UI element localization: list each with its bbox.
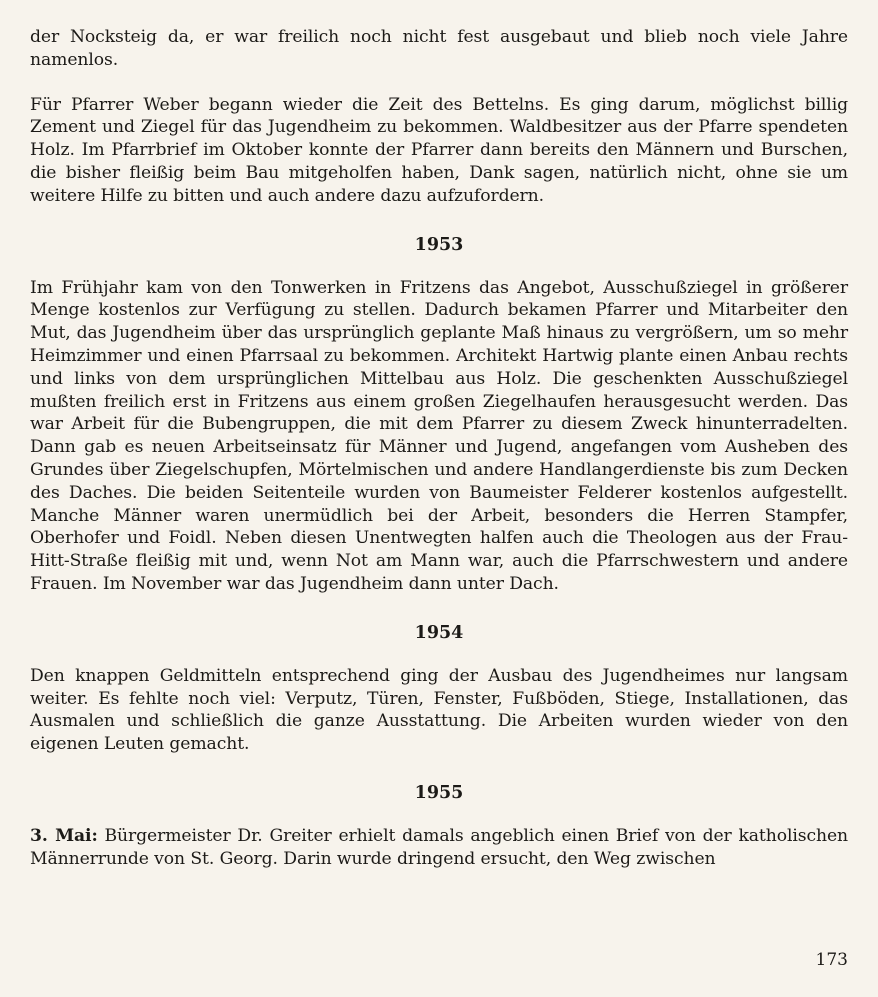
- document-page: [30, 26, 848, 871]
- date-label: 3. Mai:: [30, 825, 98, 846]
- paragraph-fruehjahr: Im Frühjahr kam von den Tonwerken in Fritzens das Angebot, Ausschußziegel in größerer Menge kostenlos zur Verfügung zu stellen. Dadurch bekamen Pfarrer und Mitarbeiter den Mut, das Jugendheim über das ursprünglich geplante Maß hinaus zu vergrößern, um so mehr Heimzimmer und einen Pfarrsaal zu bekommen. Architekt Hartwig plante einen Anbau rechts und links von dem ursprünglichen Mittelbau aus Holz. Die geschenkten Ausschußziegel mußten freilich erst in Fritzens aus einem großen Ziegelhaufen herausgesucht werden. Das war Arbeit für die Bubengruppen, die mit dem Pfarrer zu diesem Zweck hinunterradelten. Dann gab es neuen Arbeitseinsatz für Männer und Jugend, angefangen vom Ausheben des Grundes über Ziegelschupfen, Mörtelmischen und andere Handlangerdienste bis zum Decken des Daches. Die beiden Seitenteile wurden von Baumeister Felderer kostenlos aufgestellt. Manche Männer waren unermüdlich bei der Arbeit, besonders die Herren Stampfer, Oberhofer und Foidl. Neben diesen Unentwegten halfen auch die Theologen aus der Frau-Hitt-Straße fleißig mit und, wenn Not am Mann war, auch die Pfarrschwestern und andere Frauen. Im November war das Jugendheim dann unter Dach.: [30, 277, 848, 594]
- page-number: 173: [815, 950, 848, 970]
- paragraph-mai: [30, 825, 848, 871]
- year-heading-1953: 1953: [414, 234, 464, 255]
- paragraph-nocksteig: der Nocksteig da, er war freilich noch nicht fest ausgebaut und blieb noch viele Jahre namenlos.: [30, 27, 848, 70]
- year-heading-1954: 1954: [414, 622, 464, 643]
- year-heading-1955: 1955: [414, 782, 464, 803]
- paragraph-geldmittel: Den knappen Geldmitteln entsprechend ging der Ausbau des Jugendheimes nur langsam weiter. Es fehlte noch viel: Verputz, Türen, Fenster, Fußböden, Stiege, Installationen, das Ausmalen und schließlich die ganze Ausstattung. Die Arbeiten wurden wieder von den eigenen Leuten gemacht.: [30, 665, 848, 755]
- paragraph-bettelns: Für Pfarrer Weber begann wieder die Zeit des Bettelns. Es ging darum, möglichst billig Zement und Ziegel für das Jugendheim zu bekommen. Waldbesitzer aus der Pfarre spendeten Holz. Im Pfarrbrief im Oktober konnte der Pfarrer dann bereits den Männern und Burschen, die bisher fleißig beim Bau mitgeholfen haben, Dank sagen, natürlich nicht, ohne sie um weitere Hilfe zu bitten und auch andere dazu aufzufordern.: [30, 94, 848, 206]
- paragraph-mai-text: Bürgermeister Dr. Greiter erhielt damals angeblich einen Brief von der katholischen Männerrunde von St. Georg. Darin wurde dringend ersucht, den Weg zwischen: [30, 825, 848, 869]
